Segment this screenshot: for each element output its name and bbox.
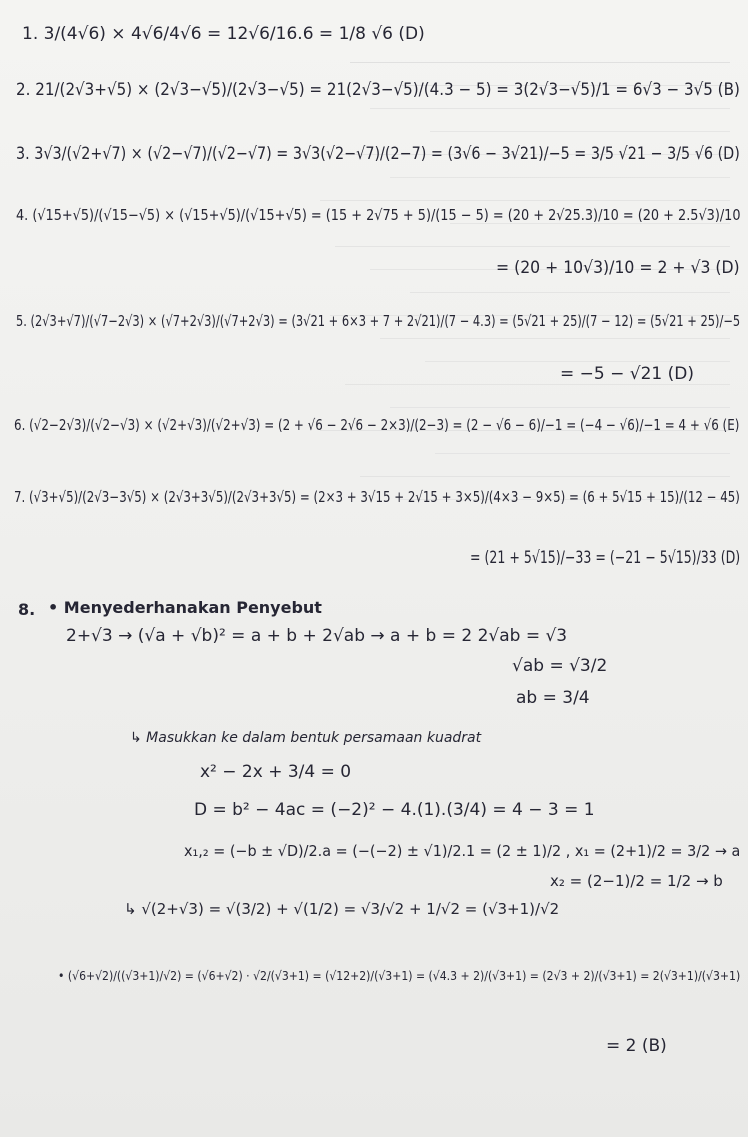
solution-1: 1. 3/(4√6) × 4√6/4√6 = 12√6/16.6 = 1/8 √6 (D) xyxy=(22,24,425,44)
solution-4-line-2: = (20 + 10√3)/10 = 2 + √3 (D) xyxy=(496,258,740,278)
part-8-row-6: D = b² − 4ac = (−2)² − 4.(1).(3/4) = 4 − 3 = 1 xyxy=(194,800,595,820)
solution-4-line-1: 4. (√15+√5)/(√15−√5) × (√15+√5)/(√15+√5) = (15 + 2√75 + 5)/(15 − 5) = (20 + 2√25.3)/10 = (20 + 2.5√3)/10 xyxy=(16,206,741,224)
part-8-row-1: 2+√3 → (√a + √b)² = a + b + 2√ab → a + b = 2 2√ab = √3 xyxy=(66,626,568,646)
part-8-heading: • Menyederhanakan Penyebut xyxy=(48,598,322,617)
part-8-row-7: x₁,₂ = (−b ± √D)/2.a = (−(−2) ± √1)/2.1 = (2 ± 1)/2 , x₁ = (2+1)/2 = 3/2 → a xyxy=(184,842,741,860)
part-8-row-10: • (√6+√2)/((√3+1)/√2) = (√6+√2) · √2/(√3+1) = (√12+2)/(√3+1) = (√4.3 + 2)/(√3+1) = (2√3 + 2)/(√3+1) = 2(√3+1)/(√3+1) xyxy=(58,968,741,983)
part-8-number: 8. xyxy=(18,600,36,619)
solution-3: 3. 3√3/(√2+√7) × (√2−√7)/(√2−√7) = 3√3(√2−√7)/(2−7) = (3√6 − 3√21)/−5 = 3/5 √21 − 3/5 √6 (D) xyxy=(16,144,740,164)
part-8-row-8: x₂ = (2−1)/2 = 1/2 → b xyxy=(550,872,723,890)
part-8-row-3: ab = 3/4 xyxy=(516,688,590,708)
part-8-row-9: ↳ √(2+√3) = √(3/2) + √(1/2) = √3/√2 + 1/√2 = (√3+1)/√2 xyxy=(124,900,560,918)
part-8-row-4: ↳ Masukkan ke dalam bentuk persamaan kuadrat xyxy=(130,730,482,746)
solution-6: 6. (√2−2√3)/(√2−√3) × (√2+√3)/(√2+√3) = (2 + √6 − 2√6 − 2×3)/(2−3) = (2 − √6 − 6)/−1 = (−4 − √6)/−1 = 4 + √6 (E) xyxy=(14,416,740,434)
solution-5-line-2: = −5 − √21 (D) xyxy=(560,364,694,384)
part-8-row-2: √ab = √3/2 xyxy=(512,656,608,676)
part-8-row-5: x² − 2x + 3/4 = 0 xyxy=(200,762,352,782)
solution-7-line-1: 7. (√3+√5)/(2√3−3√5) × (2√3+3√5)/(2√3+3√5) = (2×3 + 3√15 + 2√15 + 3×5)/(4×3 − 9×5) = (6 + 5√15 + 15)/(12 − 45) xyxy=(14,488,740,506)
solution-7-line-2: = (21 + 5√15)/−33 = (−21 − 5√15)/33 (D) xyxy=(470,548,741,568)
part-8-row-11: = 2 (B) xyxy=(606,1036,667,1056)
solution-5-line-1: 5. (2√3+√7)/(√7−2√3) × (√7+2√3)/(√7+2√3) = (3√21 + 6×3 + 7 + 2√21)/(7 − 4.3) = (5√21 + 25)/(7 − 12) = (5√21 + 25)/−5 xyxy=(16,312,741,330)
solution-2: 2. 21/(2√3+√5) × (2√3−√5)/(2√3−√5) = 21(2√3−√5)/(4.3 − 5) = 3(2√3−√5)/1 = 6√3 − 3√5 (B) xyxy=(16,80,740,100)
